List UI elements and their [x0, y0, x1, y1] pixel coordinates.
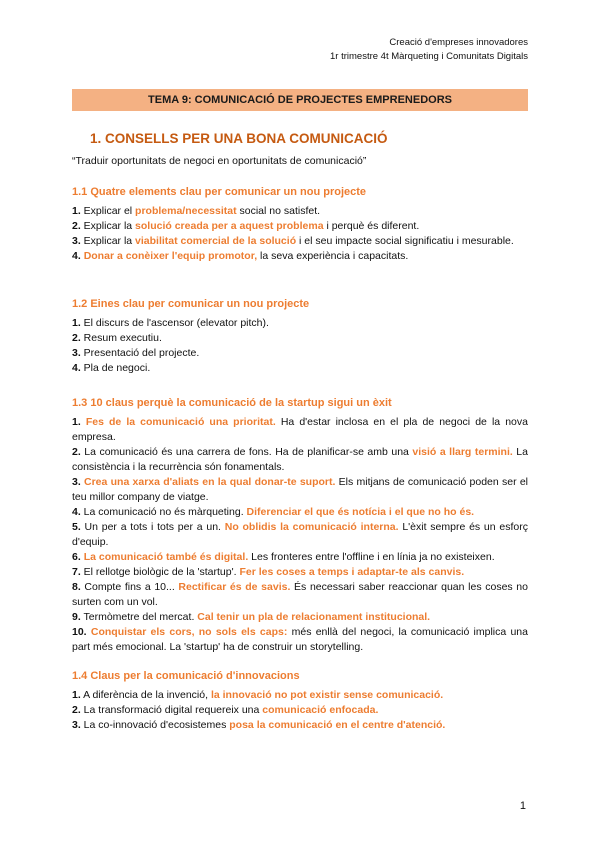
- item-text: i perquè és diferent.: [323, 220, 420, 232]
- item-text: social no satisfet.: [236, 205, 321, 217]
- page-header: [330, 36, 528, 64]
- quote: “Traduir oportunitats de negoci en oportunitats de comunicació”: [72, 155, 367, 167]
- list-item: [72, 565, 528, 580]
- highlight-text: Donar a conèixer l'equip promotor,: [83, 250, 258, 262]
- item-text: La comunicació no és màrqueting.: [80, 506, 247, 518]
- highlight-text: posa la comunicació en el centre d'atenció.: [229, 719, 446, 731]
- list-item: [72, 415, 528, 445]
- item-number: 1.: [72, 205, 81, 217]
- item-number: 8.: [72, 581, 81, 593]
- section-1-4: [72, 670, 528, 733]
- highlight-text: Crea una xarxa d'aliats en la qual donar-te suport.: [84, 476, 336, 488]
- item-number: 4.: [72, 506, 81, 518]
- item-number: 2.: [72, 220, 81, 232]
- section-heading: 1. CONSELLS PER UNA BONA COMUNICACIÓ: [90, 131, 388, 146]
- item-list: [72, 415, 528, 655]
- item-number: 4.: [72, 362, 81, 374]
- section-1-3: [72, 397, 528, 655]
- item-number: 4.: [72, 250, 81, 262]
- highlight-text: Fer les coses a temps i adaptar-te als canvis.: [239, 566, 465, 578]
- item-text: Un per a tots i tots per a un.: [80, 521, 225, 533]
- item-list: [72, 688, 528, 733]
- item-number: 10.: [72, 626, 87, 638]
- item-number: 3.: [72, 235, 81, 247]
- item-text: Explicar el: [80, 205, 136, 217]
- item-number: 1.: [72, 416, 81, 428]
- item-list: [72, 204, 528, 264]
- highlight-text: Rectificar és de savis.: [178, 581, 291, 593]
- highlight-text: Cal tenir un pla de relacionament institucional.: [197, 611, 431, 623]
- item-text: La comunicació és una carrera de fons. Ha de planificar-se amb una: [80, 446, 413, 458]
- subsection-title: 1.1 Quatre elements clau per comunicar un nou projecte: [72, 186, 367, 198]
- list-item: [72, 625, 528, 655]
- item-number: 2.: [72, 332, 81, 344]
- list-item: [72, 234, 528, 249]
- item-number: 3.: [72, 347, 81, 359]
- header-course: Creació d'empreses innovadores: [389, 37, 528, 48]
- subsection-title: 1.4 Claus per la comunicació d'innovacions: [72, 670, 300, 682]
- subsection-title: 1.2 Eines clau per comunicar un nou projecte: [72, 298, 310, 310]
- list-item: [72, 475, 528, 505]
- item-text: La co-innovació d'ecosistemes: [80, 719, 230, 731]
- section-1-2: [72, 298, 528, 376]
- item-number: 3.: [72, 476, 81, 488]
- item-number: 2.: [72, 704, 81, 716]
- item-text: L'èxit sempre és un esforç d'equip.: [72, 521, 528, 548]
- item-text: El rellotge biològic de la 'startup'.: [80, 566, 240, 578]
- highlight-text: No oblidis la comunicació interna.: [224, 521, 399, 533]
- list-item: [72, 718, 528, 733]
- header-term: 1r trimestre 4t Màrqueting i Comunitats Digitals: [330, 51, 528, 62]
- list-item: [72, 331, 528, 346]
- item-text: La consistència i la recurrència són fonamentals.: [72, 446, 528, 473]
- topic-banner: TEMA 9: COMUNICACIÓ DE PROJECTES EMPRENEDORS: [72, 89, 528, 111]
- item-text: Pla de negoci.: [80, 362, 151, 374]
- list-item: [72, 249, 528, 264]
- item-text: Les fronteres entre l'offline i en línia ja no existeixen.: [248, 551, 495, 563]
- highlight-text: La comunicació també és digital.: [83, 551, 249, 563]
- item-number: 3.: [72, 719, 81, 731]
- item-text: Presentació del projecte.: [80, 347, 200, 359]
- page-number: 1: [519, 800, 526, 812]
- list-item: [72, 204, 528, 219]
- section-1-1: [72, 186, 528, 264]
- item-text: Els mitjans de comunicació poden ser el teu millor company de viatge.: [72, 476, 528, 503]
- highlight-text: la innovació no pot existir sense comunicació.: [210, 689, 444, 701]
- item-text: Explicar la: [80, 220, 136, 232]
- item-text: la seva experiència i capacitats.: [257, 250, 409, 262]
- highlight-text: Fes de la comunicació una prioritat.: [85, 416, 276, 428]
- item-text: El discurs de l'ascensor (elevator pitch).: [80, 317, 269, 329]
- item-list: [72, 316, 528, 376]
- list-item: [72, 580, 528, 610]
- item-number: 1.: [72, 689, 81, 701]
- list-item: [72, 361, 528, 376]
- item-number: 2.: [72, 446, 81, 458]
- highlight-text: Diferenciar el que és notícia i el que no ho és.: [246, 506, 475, 518]
- list-item: [72, 688, 528, 703]
- item-text: i el seu impacte social significatiu i mesurable.: [296, 235, 514, 247]
- item-text: És necessari saber reaccionar quan les coses no surten com un vol.: [72, 581, 528, 608]
- item-text: Compte fins a 10...: [80, 581, 179, 593]
- list-item: [72, 346, 528, 361]
- item-text: A diferència de la invenció,: [80, 689, 211, 701]
- subsection-title: 1.3 10 claus perquè la comunicació de la startup sigui un èxit: [72, 397, 392, 409]
- list-item: [72, 703, 528, 718]
- list-item: [72, 550, 528, 565]
- highlight-text: viabilitat comercial de la solució: [135, 235, 297, 247]
- item-number: 5.: [72, 521, 81, 533]
- item-number: 1.: [72, 317, 81, 329]
- item-text: Termòmetre del mercat.: [80, 611, 198, 623]
- item-text: Ha d'estar inclosa en el pla de negoci de la nova empresa.: [72, 416, 528, 443]
- list-item: [72, 505, 528, 520]
- highlight-text: problema/necessitat: [135, 205, 237, 217]
- list-item: [72, 219, 528, 234]
- list-item: [72, 316, 528, 331]
- highlight-text: visió a llarg termini.: [412, 446, 513, 458]
- item-number: 7.: [72, 566, 81, 578]
- item-text: més enllà del negoci, la comunicació implica una part més emocional. La 'startup' ha de construir un storytelling.: [72, 626, 528, 653]
- highlight-text: Conquistar els cors, no sols els caps:: [90, 626, 288, 638]
- list-item: [72, 445, 528, 475]
- highlight-text: comunicació enfocada.: [262, 704, 379, 716]
- list-item: [72, 610, 528, 625]
- item-text: La transformació digital requereix una: [80, 704, 263, 716]
- item-number: 9.: [72, 611, 81, 623]
- highlight-text: solució creada per a aquest problema: [135, 220, 324, 232]
- item-number: 6.: [72, 551, 81, 563]
- list-item: [72, 520, 528, 550]
- item-text: Explicar la: [80, 235, 136, 247]
- item-text: Resum executiu.: [80, 332, 162, 344]
